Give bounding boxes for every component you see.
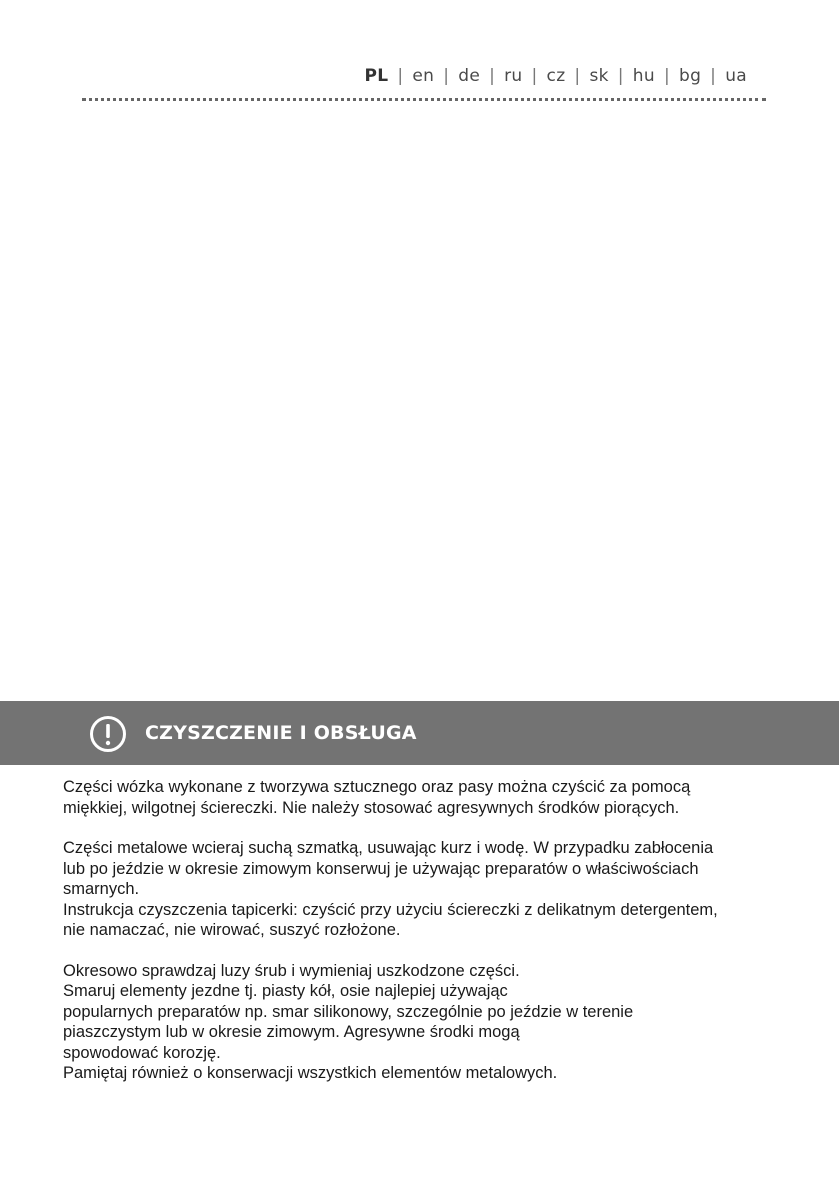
lang-separator: | — [489, 66, 496, 86]
text-line: Pamiętaj również o konserwacji wszystkich elementów metalowych. — [63, 1064, 558, 1082]
text-line: Instrukcja czyszczenia tapicerki: czyścić przy użyciu ściereczki z delikatnym detergentem, — [63, 900, 718, 919]
paragraph-metal-parts — [63, 838, 793, 941]
lang-separator: | — [443, 66, 450, 86]
text-line: spowodować korozję. — [63, 1043, 221, 1062]
lang-separator: | — [710, 66, 717, 86]
lang-cz[interactable]: cz — [546, 66, 566, 86]
text-line: miękkiej, wilgotnej ściereczki. Nie należy stosować agresywnych środków piorących. — [63, 798, 680, 817]
lang-ru[interactable]: ru — [504, 66, 523, 86]
text-line: Okresowo sprawdzaj luzy śrub i wymieniaj uszkodzone części. — [63, 961, 520, 980]
maintenance-instructions — [63, 777, 793, 1104]
lang-separator: | — [397, 66, 404, 86]
header-divider — [82, 98, 766, 101]
lang-sk[interactable]: sk — [589, 66, 609, 86]
text-line: popularnych preparatów np. smar silikonowy, szczególnie po jeździe w terenie — [63, 1002, 634, 1021]
text-line: nie namaczać, nie wirować, suszyć rozłożone. — [63, 921, 401, 939]
exclamation-circle-icon — [89, 715, 127, 753]
text-line: Części wózka wykonane z tworzywa sztucznego oraz pasy można czyścić za pomocą — [63, 778, 691, 796]
lang-en[interactable]: en — [412, 66, 435, 86]
text-line: Części metalowe wcieraj suchą szmatką, usuwając kurz i wodę. W przypadku zabłocenia — [63, 839, 714, 857]
lang-separator: | — [617, 66, 624, 86]
section-header-banner — [0, 701, 839, 765]
lang-separator: | — [531, 66, 538, 86]
text-line: smarnych. — [63, 880, 140, 898]
lang-separator: | — [663, 66, 670, 86]
paragraph-plastic-parts — [63, 777, 793, 818]
lang-ua[interactable]: ua — [725, 66, 747, 86]
text-line: lub po jeździe w okresie zimowym konserwuj je używając preparatów o właściwościach — [63, 859, 699, 878]
paragraph-periodic-check — [63, 961, 793, 1084]
lang-hu[interactable]: hu — [632, 66, 655, 86]
lang-separator: | — [574, 66, 581, 86]
section-title: CZYSZCZENIE I OBSŁUGA — [145, 722, 417, 744]
text-line: piaszczystym lub w okresie zimowym. Agresywne środki mogą — [63, 1023, 520, 1041]
text-line: Smaruj elementy jezdne tj. piasty kół, osie najlepiej używając — [63, 982, 508, 1000]
lang-de[interactable]: de — [458, 66, 481, 86]
lang-bg[interactable]: bg — [678, 66, 702, 86]
language-selector — [364, 66, 747, 86]
lang-pl[interactable]: PL — [364, 66, 389, 86]
